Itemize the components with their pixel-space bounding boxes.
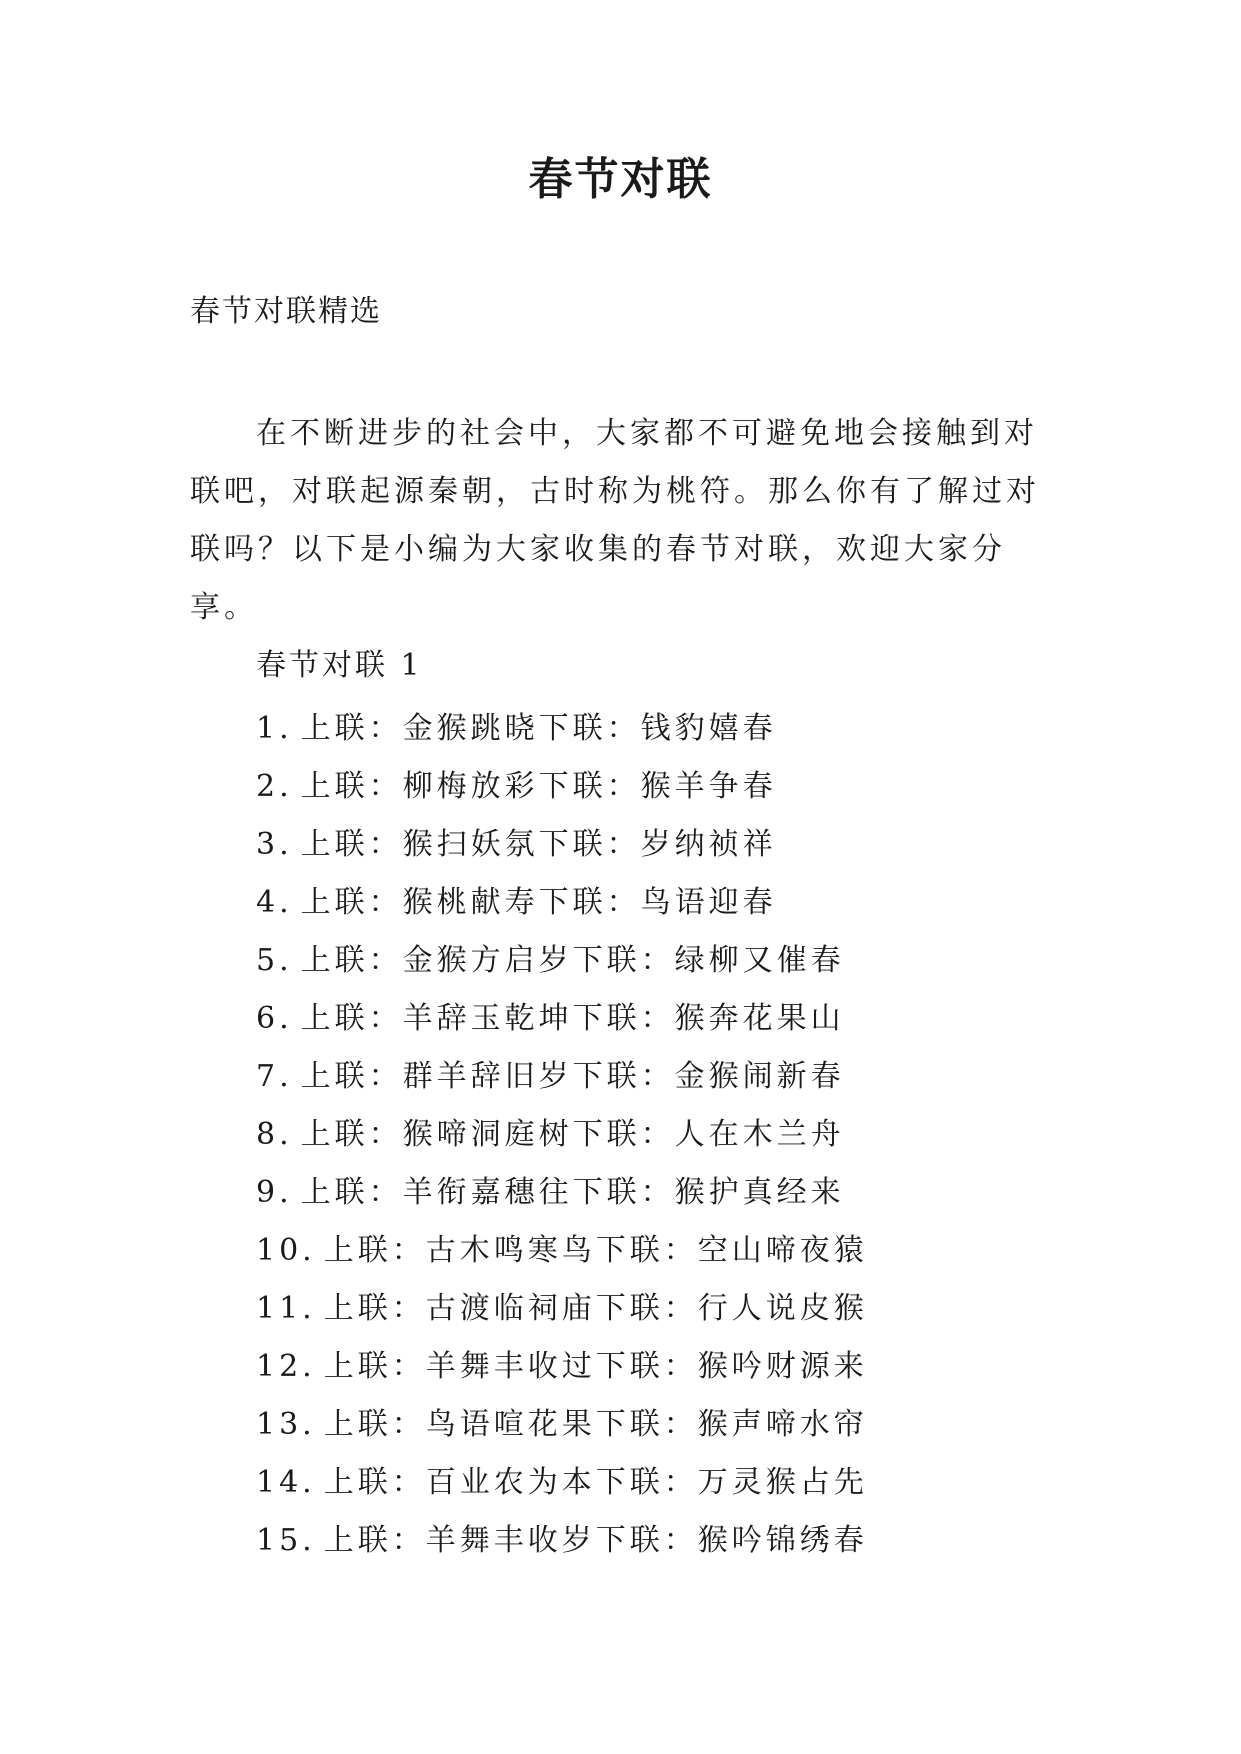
- couplet-number: 14.: [256, 1465, 316, 1500]
- lower-label: 下联：: [595, 1407, 698, 1442]
- upper-line: 鸟语喧花果: [425, 1407, 596, 1442]
- upper-line: 羊舞丰收岁: [425, 1523, 596, 1558]
- couplet-item: [256, 1338, 868, 1396]
- upper-label: 上联：: [300, 711, 403, 746]
- couplet-number: 10.: [256, 1233, 316, 1268]
- couplet-number: 11.: [256, 1291, 316, 1326]
- lower-label: 下联：: [572, 1059, 675, 1094]
- lower-line: 空山啼夜猿: [697, 1233, 868, 1268]
- couplet-number: 7.: [256, 1059, 293, 1094]
- couplet-number: 12.: [256, 1349, 316, 1384]
- lower-line: 鸟语迎春: [640, 885, 777, 920]
- couplet-item: [256, 700, 868, 758]
- upper-label: 上联：: [323, 1233, 426, 1268]
- couplet-item: [256, 1106, 868, 1164]
- couplet-item: [256, 1280, 868, 1338]
- lower-label: 下联：: [538, 885, 641, 920]
- upper-label: 上联：: [323, 1465, 426, 1500]
- lower-line: 猴羊争春: [640, 769, 777, 804]
- upper-label: 上联：: [323, 1523, 426, 1558]
- lower-line: 钱豹嬉春: [640, 711, 777, 746]
- upper-line: 猴啼洞庭树: [402, 1117, 573, 1152]
- couplet-item: [256, 758, 868, 816]
- couplet-item: [256, 1048, 868, 1106]
- upper-label: 上联：: [300, 1117, 403, 1152]
- lower-line: 猴护真经来: [674, 1175, 845, 1210]
- lower-line: 猴吟财源来: [697, 1349, 868, 1384]
- lower-label: 下联：: [572, 1175, 675, 1210]
- couplet-item: [256, 816, 868, 874]
- upper-line: 古木鸣寒鸟: [425, 1233, 596, 1268]
- couplet-item: [256, 932, 868, 990]
- lower-label: 下联：: [572, 1117, 675, 1152]
- upper-line: 猴桃献寿: [402, 885, 539, 920]
- lower-line: 绿柳又催春: [674, 943, 845, 978]
- lower-label: 下联：: [538, 769, 641, 804]
- lower-label: 下联：: [572, 943, 675, 978]
- upper-line: 古渡临祠庙: [425, 1291, 596, 1326]
- lower-line: 猴声啼水帘: [697, 1407, 868, 1442]
- lower-label: 下联：: [595, 1523, 698, 1558]
- upper-line: 羊舞丰收过: [425, 1349, 596, 1384]
- section-heading: 春节对联 1: [256, 648, 423, 683]
- upper-label: 上联：: [300, 943, 403, 978]
- couplet-number: 4.: [256, 885, 293, 920]
- couplet-number: 3.: [256, 827, 293, 862]
- upper-line: 猴扫妖氛: [402, 827, 539, 862]
- couplet-list: [256, 700, 868, 1570]
- lower-label: 下联：: [595, 1465, 698, 1500]
- upper-line: 金猴方启岁: [402, 943, 573, 978]
- lower-line: 金猴闹新春: [674, 1059, 845, 1094]
- lower-line: 猴吟锦绣春: [697, 1523, 868, 1558]
- couplet-number: 8.: [256, 1117, 293, 1152]
- lower-label: 下联：: [538, 827, 641, 862]
- upper-line: 百业农为本: [425, 1465, 596, 1500]
- lower-label: 下联：: [572, 1001, 675, 1036]
- upper-line: 群羊辞旧岁: [402, 1059, 573, 1094]
- couplet-number: 13.: [256, 1407, 316, 1442]
- upper-line: 羊辞玉乾坤: [402, 1001, 573, 1036]
- lower-label: 下联：: [595, 1291, 698, 1326]
- lower-line: 万灵猴占先: [697, 1465, 868, 1500]
- couplet-item: [256, 1164, 868, 1222]
- couplet-item: [256, 1454, 868, 1512]
- upper-line: 柳梅放彩: [402, 769, 539, 804]
- lower-line: 行人说皮猴: [697, 1291, 868, 1326]
- couplet-number: 15.: [256, 1523, 316, 1558]
- lower-line: 猴奔花果山: [674, 1001, 845, 1036]
- lower-line: 人在木兰舟: [674, 1117, 845, 1152]
- couplet-number: 5.: [256, 943, 293, 978]
- upper-label: 上联：: [300, 769, 403, 804]
- couplet-item: [256, 874, 868, 932]
- lower-label: 下联：: [538, 711, 641, 746]
- intro-paragraph: 在不断进步的社会中，大家都不可避免地会接触到对联吧，对联起源秦朝，古时称为桃符。那么你有了解过对联吗？以下是小编为大家收集的春节对联，欢迎大家分享。: [190, 416, 1040, 625]
- lower-label: 下联：: [595, 1233, 698, 1268]
- couplet-number: 1.: [256, 711, 293, 746]
- upper-label: 上联：: [300, 1001, 403, 1036]
- upper-label: 上联：: [300, 1175, 403, 1210]
- lower-line: 岁纳祯祥: [640, 827, 777, 862]
- couplet-item: [256, 1512, 868, 1570]
- lower-label: 下联：: [595, 1349, 698, 1384]
- page-title: 春节对联: [528, 154, 713, 205]
- upper-line: 金猴跳晓: [402, 711, 539, 746]
- couplet-item: [256, 990, 868, 1048]
- couplet-item: [256, 1222, 868, 1280]
- upper-line: 羊衔嘉穗往: [402, 1175, 573, 1210]
- upper-label: 上联：: [300, 1059, 403, 1094]
- upper-label: 上联：: [323, 1349, 426, 1384]
- couplet-number: 9.: [256, 1175, 293, 1210]
- couplet-number: 6.: [256, 1001, 293, 1036]
- subtitle: 春节对联精选: [190, 294, 382, 329]
- upper-label: 上联：: [323, 1407, 426, 1442]
- couplet-item: [256, 1396, 868, 1454]
- upper-label: 上联：: [300, 885, 403, 920]
- upper-label: 上联：: [300, 827, 403, 862]
- upper-label: 上联：: [323, 1291, 426, 1326]
- couplet-number: 2.: [256, 769, 293, 804]
